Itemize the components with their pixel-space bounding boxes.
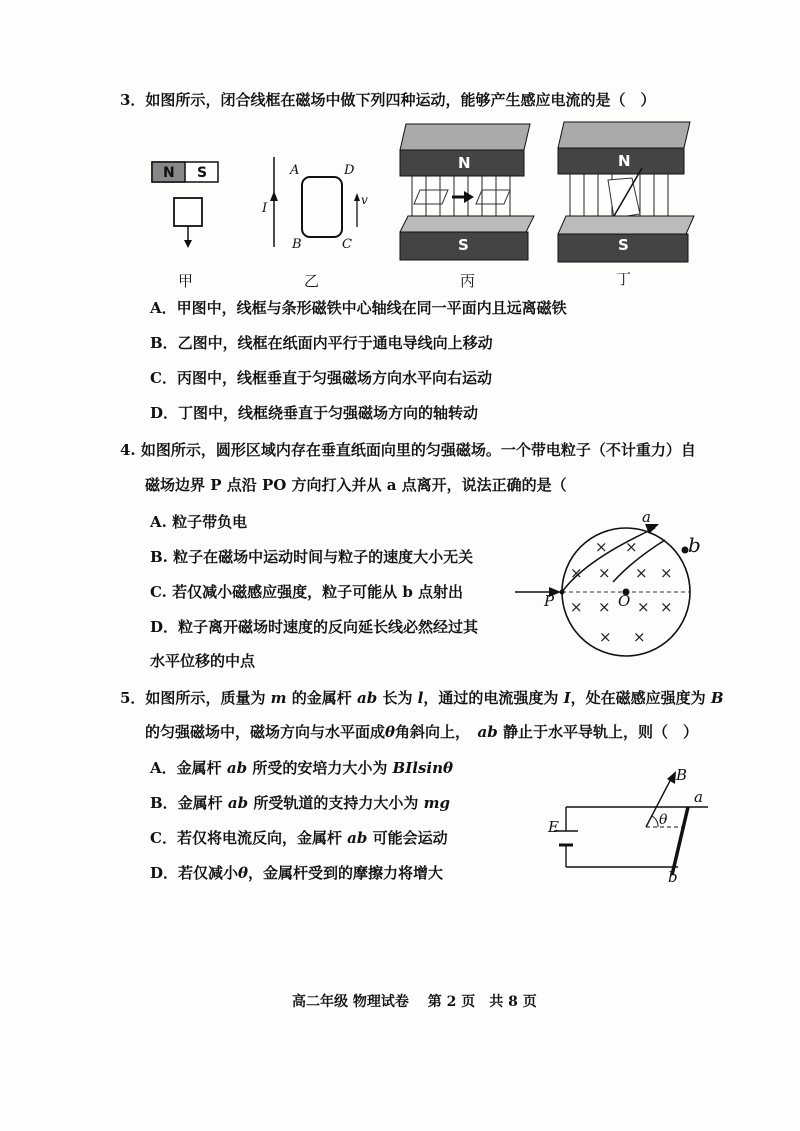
q4-label-b: b (688, 533, 701, 557)
q4-option-b: B. 粒子在磁场中运动时间与粒子的速度大小无关 (150, 548, 474, 566)
yi-A-label: A (290, 163, 300, 178)
ding-S-label: S (618, 236, 629, 254)
svg-text:×: × (635, 564, 648, 582)
svg-text:×: × (570, 598, 583, 616)
q5-label-theta: θ (659, 812, 668, 828)
q4-label-o: O (618, 592, 631, 610)
ding-N-label: N (618, 152, 631, 170)
caption-ding: 丁 (616, 270, 632, 288)
caption-yi: 乙 (304, 272, 320, 290)
yi-I-label: I (262, 201, 268, 216)
svg-text:×: × (633, 628, 646, 646)
q5-option-c: C．若仅将电流反向，金属杆 ab 可能会运动 (150, 829, 448, 847)
svg-text:×: × (660, 598, 673, 616)
svg-text:×: × (598, 564, 611, 582)
svg-text:×: × (625, 538, 638, 556)
q4-label-a: a (642, 508, 651, 526)
q5-label-a: a (694, 788, 703, 806)
q3-fig-jia (150, 160, 230, 260)
jia-S-label: S (197, 165, 208, 181)
svg-text:×: × (598, 598, 611, 616)
svg-text:×: × (637, 598, 650, 616)
caption-bing: 丙 (460, 272, 476, 290)
q5-stem-line1: 5．如图所示，质量为 m 的金属杆 ab 长为 l，通过的电流强度为 I，处在磁感应强度为 B (120, 689, 724, 707)
q4-option-d: D．粒子离开磁场时速度的反向延长线必然经过其 (150, 618, 479, 636)
svg-text:×: × (599, 628, 612, 646)
q3-stem: 3．如图所示，闭合线框在磁场中做下列四种运动，能够产生感应电流的是（ ） (120, 91, 656, 109)
svg-text:×: × (570, 564, 583, 582)
q4-option-d-cont: 水平位移的中点 (150, 652, 256, 670)
q5-option-b: B．金属杆 ab 所受轨道的支持力大小为 mg (150, 794, 450, 812)
yi-v-label: v (361, 193, 368, 207)
q5-figure-rail (548, 765, 728, 885)
bing-S-label: S (458, 236, 469, 254)
q3-option-c: C．丙图中，线框垂直于匀强磁场方向水平向右运动 (150, 369, 492, 387)
q5-label-b: b (668, 868, 678, 886)
yi-B-label: B (292, 237, 302, 252)
q5-label-E: E (548, 818, 559, 836)
q4-option-c: C. 若仅减小磁感应强度，粒子可能从 b 点射出 (150, 583, 464, 601)
q4-figure-circle-field (515, 510, 715, 670)
q4-option-a: A. 粒子带负电 (150, 513, 248, 531)
page-footer: 高二年级 物理试卷 第 2 页 共 8 页 (292, 994, 537, 1010)
q5-stem-line2: 的匀强磁场中，磁场方向与水平面成θ角斜向上， ab 静止于水平导轨上，则（ ） (145, 723, 698, 741)
q5-option-d: D．若仅减小θ，金属杆受到的摩擦力将增大 (150, 864, 444, 882)
q4-stem-line2: 磁场边界 P 点沿 PO 方向打入并从 a 点离开，说法正确的是（ (145, 476, 567, 494)
q4-stem-line1: 4. 如图所示，圆形区域内存在垂直纸面向里的匀强磁场。一个带电粒子（不计重力）自 (120, 441, 696, 459)
q3-option-b: B．乙图中，线框在纸面内平行于通电导线向上移动 (150, 334, 493, 352)
caption-jia: 甲 (178, 272, 194, 290)
q5-label-B: B (676, 766, 688, 784)
yi-D-label: D (344, 163, 355, 178)
q3-option-a: A．甲图中，线框与条形磁铁中心轴线在同一平面内且远离磁铁 (150, 299, 567, 317)
q4-label-p: P (544, 592, 555, 610)
svg-text:×: × (660, 564, 673, 582)
bing-N-label: N (458, 154, 471, 172)
svg-text:×: × (595, 538, 608, 556)
jia-N-label: N (163, 165, 175, 181)
q3-option-d: D．丁图中，线框绕垂直于匀强磁场方向的轴转动 (150, 404, 479, 422)
yi-C-label: C (342, 237, 352, 252)
q5-option-a: A．金属杆 ab 所受的安培力大小为 BIlsinθ (150, 759, 453, 777)
